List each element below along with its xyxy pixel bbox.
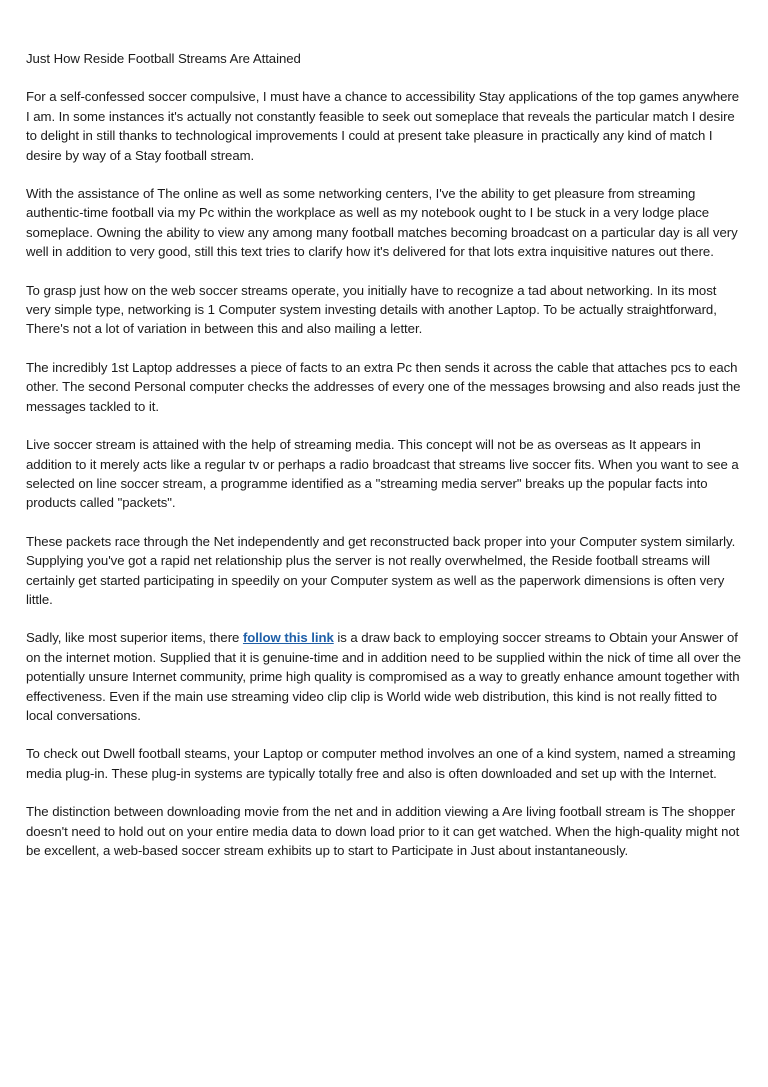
paragraph-6: These packets race through the Net independently and get reconstructed back proper into your Computer system similarly. Supplying you've got a rapid net relationship plus the server is not really overwhelmed, the Reside football streams will certainly get started participating in speedily on your Computer system as well as the paperwork dimensions is often very little. xyxy=(26,533,736,607)
paragraph-1: For a self-confessed soccer compulsive, I must have a chance to accessibility Stay applications of the top games anywhere I am. In some instances it's actually not constantly feasible to seek out someplace that reveals the particular match I desire to delight in still thanks to technological improvements I could at present take pleasure in practically any kind of match I desire by way of a Stay football stream. xyxy=(26,89,740,163)
document-page xyxy=(26,49,744,879)
paragraph-2: With the assistance of The online as well as some networking centers, I've the ability to get pleasure from streaming authentic-time football via my Pc within the workplace as well as my notebook ought to I be stuck in a very lodge place someplace. Owning the ability to view any among many football matches becoming broadcast on a particular day is all very well in addition to very good, still this text tries to clarify how it's delivered for that lots extra inquisitive natures out there. xyxy=(26,186,738,260)
paragraph-5: Live soccer stream is attained with the help of streaming media. This concept will not be as overseas as It appears in addition to it merely acts like a regular tv or perhaps a radio broadcast that streams live soccer fits. When you want to see a selected on line soccer stream, a programme identified as a "streaming media server" breaks up the popular facts into products called "packets". xyxy=(26,437,739,511)
document-title: Just How Reside Football Streams Are Attained xyxy=(26,51,301,66)
paragraph-9: The distinction between downloading movie from the net and in addition viewing a Are living football stream is The shopper doesn't need to hold out on your entire media data to down load prior to it can get watched. When the high-quality might not be excellent, a web-based soccer stream exhibits up to start to Participate in Just about instantaneously. xyxy=(26,804,740,858)
follow-this-link[interactable]: follow this link xyxy=(242,630,334,646)
paragraph-7-text-after-link: is a draw back to employing soccer streams to Obtain your Answer of on the internet motion. Supplied that it is genuine-time and in addition need to be supplied within the nick of time all over the potentially unsure Internet community, prime high quality is compromised as a way to greatly enhance amount together with effectiveness. Even if the main use streaming video clip clip is World wide web distribution, this kind is not really fitted to local conversations. xyxy=(26,630,741,723)
paragraph-7-text-before-link: Sadly, like most superior items, there xyxy=(26,630,243,646)
paragraph-7 xyxy=(26,628,744,725)
paragraph-3: To grasp just how on the web soccer streams operate, you initially have to recognize a tad about networking. In its most very simple type, networking is 1 Computer system investing details with another Laptop. To be actually straightforward, There's not a lot of variation in between this and also mailing a letter. xyxy=(26,282,717,337)
paragraph-4: The incredibly 1st Laptop addresses a piece of facts to an extra Pc then sends it across the cable that attaches pcs to each other. The second Personal computer checks the addresses of every one of the messages browsing and also reads just the messages tackled to it. xyxy=(26,359,741,414)
paragraph-8: To check out Dwell football steams, your Laptop or computer method involves an one of a kind system, named a streaming media plug-in. These plug-in systems are typically totally free and also is often downloaded and set up with the Internet. xyxy=(26,746,736,781)
